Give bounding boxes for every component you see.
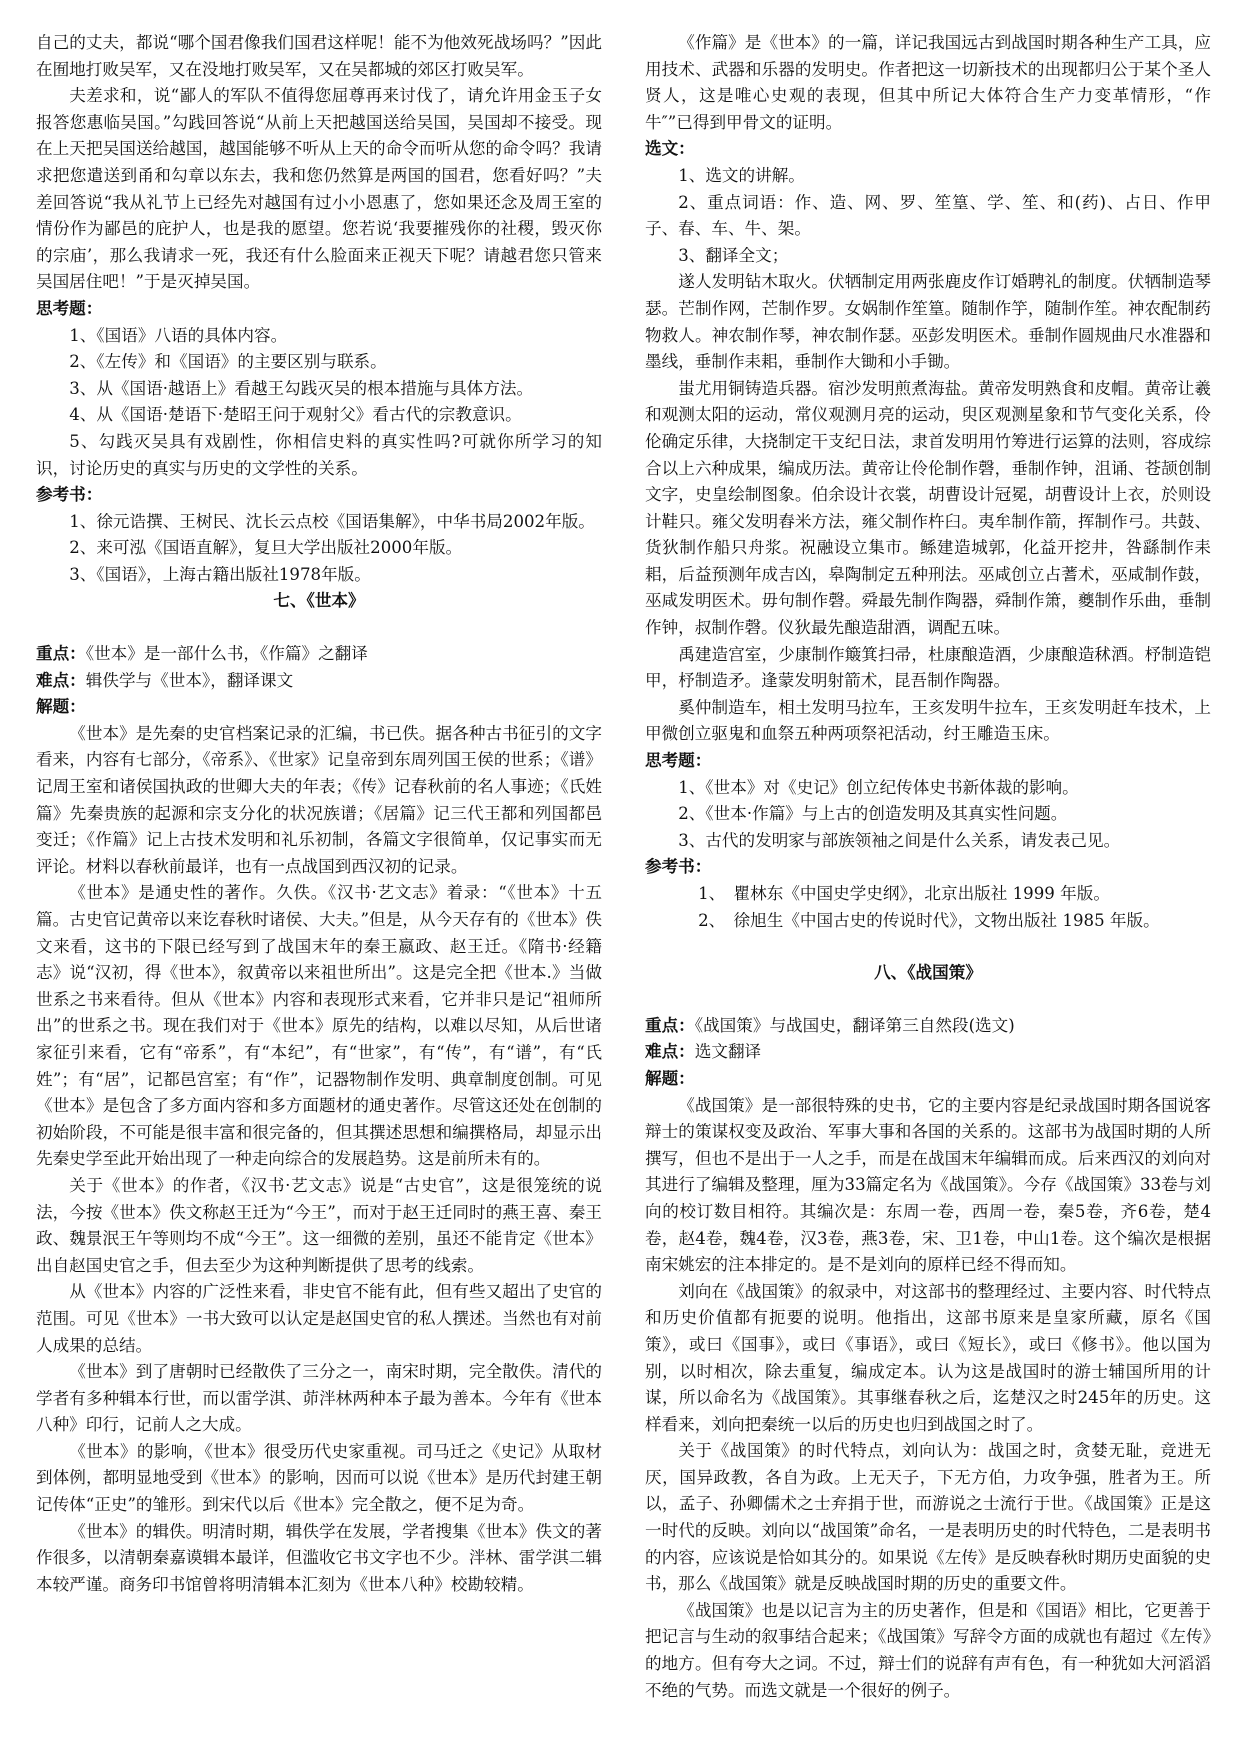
paragraph: 刘向在《战国策》的叙录中，对这部书的整理经过、主要内容、时代特点和历史价值都有扼要的说明。他指出，这部书原来是皇家所藏，原名《国策》，或曰《国事》，或曰《事语》，或曰《短长》，或曰《修书》。他以国为别，以时相次，除去重复，编成定本。认为这是战国时的游士辅国所用的计谋，所以命名为《战国策》。其事继春秋之后，迄楚汉之时245年的历史。这样看来，刘向把秦统一以后的历史也归到战国之时了。 (645, 1281, 1211, 1434)
key-point (36, 641, 602, 668)
paragraph: 《世本》的影响，《世本》很受历代史家重视。司马迁之《史记》从取材到体例，都明显地受到《世本》的影响，因而可以说《世本》是历代封建王朝记传体“正史”的雏形。到宋代以后《世本》完全散之，便不足为奇。 (36, 1441, 602, 1515)
paragraph: 《世本》的辑佚。明清时期，辑佚学在发展，学者搜集《世本》佚文的著作很多，以清朝秦嘉谟辑本最详，但滥收它书文字也不少。泮林、雷学淇二辑本较严谨。商务印书馆曾将明清辑本汇刻为《世本八种》校勘较精。 (36, 1521, 602, 1594)
diff-text: 辑佚学与《世本》，翻译课文 (85, 670, 294, 690)
think-label: 思考题： (645, 751, 712, 771)
paragraph: 自己的丈夫，都说“哪个国君像我们国君这样呢！能不为他效死战场吗？”因此在囿地打败吴军，又在没地打败吴军，又在吴都城的郊区打败吴军。 (36, 33, 602, 79)
list-item: 3、翻译全文； (678, 245, 789, 265)
explain-label: 解题： (645, 1068, 695, 1088)
paragraph: 《作篇》是《世本》的一篇，详记我国远古到战国时期各种生产工具，应用技术、武器和乐器的发明史。作者把这一切新技术的出现都归公于某个圣人贤人，这是唯心史观的表现，但其中所记大体符合生产力变革情形，“作牛″”已得到甲骨文的证明。 (645, 33, 1211, 132)
difficulty (645, 1039, 1211, 1066)
paragraph: 《世本》是先秦的史官档案记录的汇编，书已佚。据各种古书征引的文字看来，内容有七部分，《帝系》、《世家》记皇帝到东周列国王侯的世系；《谱》记周王室和诸侯国执政的世卿大夫的年表；《传》记春秋前的名人事迹；《氏姓篇》先秦贵族的起源和宗支分化的状况族谱；《居篇》记三代王都和列国都邑变迁；《作篇》记上古技术发明和礼乐初制，各篇文字很简单，仅记事实而无评论。材料以春秋前最详，也有一点战国到西汉初的记录。 (36, 723, 602, 876)
paragraph: 《世本》是通史性的著作。久佚。《汉书·艺文志》着录：“《世本》十五篇。古史官记黄帝以来讫春秋时诸侯、大夫。”但是，从今天存有的《世本》佚文来看，这书的下限已经写到了战国末年的秦王嬴政、赵王迁。《隋书·经籍志》说“汉初，得《世本》，叙黄帝以来祖世所出”。这是完全把《世本.》当做世系之书来看待。但从《世本》内容和表现形式来看，它并非只是记“祖师所出”的世系之书。现在我们对于《世本》原先的结构，以难以尽知，从后世诸家征引来看，它有“帝系”，有“本纪”，有“世家”，有“传”，有“谱”，有“氏姓”；有“居”，记都邑宫室；有“作”，记器物制作发明、典章制度创制。可见《世本》是包含了多方面内容和多方面题材的通史著作。尽管这还处在创制的初始阶段，不可能是很丰富和很完备的，但其撰述思想和编撰格局，却显示出先秦史学至此开始出现了一种走向综合的发展趋势。这是前所未有的。 (36, 883, 602, 1169)
diff-text: 选文翻译 (694, 1042, 762, 1062)
list-item: 2、《世本·作篇》与上古的创造发明及其真实性问题。 (678, 804, 1068, 824)
paragraph: 《战国策》是一部很特殊的史书，它的主要内容是纪录战国时期各国说客辩士的策谋权变及政治、军事大事和各国的关系的。这部书为战国时期的人所撰写，但也不是出于一人之手，而是在战国末年编辑而成。后来西汉的刘向对其进行了编辑及整理，厘为33篇定名为《战国策》。今存《战国策》33卷与刘向的校订数目相符。其编次是：东周一卷，西周一卷，秦5卷，齐6卷，楚4卷，赵4卷，魏4卷，汉3卷，燕3卷，宋、卫1卷，中山1卷。这个编次是根据南宋姚宏的注本排定的。是不是刘向的原样已经不得而知。 (645, 1095, 1211, 1275)
key-label: 重点： (36, 644, 86, 664)
list-item: 5、勾践灭吴具有戏剧性，你相信史料的真实性吗?可就你所学习的知识，讨论历史的真实与历史的文学性的关系。 (36, 431, 602, 478)
section-title: 八、《战国策》 (874, 963, 982, 983)
paragraph: 奚仲制造车，相土发明马拉车，王亥发明牛拉车，王亥发明赶车技术，上甲微创立驱鬼和血祭五种两项祭祀活动，纣王雕造玉床。 (645, 697, 1211, 744)
key-text: 《世本》是一部什么书，《作篇》之翻译 (85, 644, 368, 664)
list-item: 1、选文的讲解。 (678, 165, 805, 185)
diff-label: 难点： (36, 670, 86, 690)
list-item: 3、古代的发明家与部族领袖之间是什么关系，请发表己见。 (678, 830, 1121, 850)
key-point (645, 1013, 1211, 1040)
paragraph: 蚩尤用铜铸造兵器。宿沙发明煎煮海盐。黄帝发明熟食和皮帽。黄帝让羲和观测太阳的运动，常仪观测月亮的运动，臾区观测星象和节气变化关系，伶伦确定乐律，大挠制定干支纪日法，隶首发明用竹筹进行运算的法则，容成综合以上六种成果，编成历法。黄帝让伶伦制作磬，垂制作钟，沮诵、苍颉创制文字，史皇绘制图象。伯余设计衣裳，胡曹设计冠冕，胡曹设计上衣，於则设计鞋只。雍父发明舂米方法，雍父制作杵臼。夷牟制作箭，挥制作弓。共鼓、货狄制作船只舟浆。祝融设立集市。鲧建造城郭，化益开挖井，咎繇制作耒耜，后益预测年成吉凶，皋陶制定五种刑法。巫咸创立占蓍术，巫咸制作鼓，巫咸发明医术。毋句制作磬。舜最先制作陶器，舜制作箫，夔制作乐曲，垂制作钟，叔制作磬。仪狄最先酿造甜酒，调配五味。 (645, 378, 1211, 638)
key-text: 《战国策》与战国史，翻译第三自然段(选文) (694, 1015, 1015, 1035)
paragraph: 夫差求和，说“鄙人的军队不值得您屈尊再来讨伐了，请允许用金玉子女报答您惠临吴国。”勾践回答说“从前上天把越国送给吴国，吴国却不接受。现在上天把吴国送给越国，越国能够不听从上天的命令而听从您的命令吗？我请求把您遣送到甬和勾章以东去，我和您仍然算是两国的国君，您看好吗？”夫差回答说“我从礼节上已经先对越国有过小小恩惠了，您如果还念及周王室的情份作为鄙邑的庇护人，也是我的愿望。您若说‘我要摧残你的社稷，毁灭你的宗庙’，那么我请求一死，我还有什么脸面来正视天下呢？请越君您只管来吴国居住吧！”于是灭掉吴国。 (36, 86, 602, 292)
ref-label: 参考书： (645, 857, 712, 877)
list-item: 3、《国语》，上海古籍出版社1978年版。 (69, 564, 371, 584)
explain-label: 解题： (36, 697, 86, 717)
list-item: 3、从《国语·越语上》看越王勾践灭吴的根本措施与具体方法。 (69, 378, 534, 398)
difficulty (36, 668, 602, 695)
diff-label: 难点： (645, 1042, 695, 1062)
paragraph: 从《世本》内容的广泛性来看，非史官不能有此，但有些又超出了史官的范围。可见《世本》一书大致可以认定是赵国史官的私人撰述。当然也有对前人成果的总结。 (36, 1282, 602, 1355)
list-item: 1、 瞿林东《中国史学史纲》，北京出版社 1999 年版。 (698, 884, 1110, 903)
think-label: 思考题： (36, 298, 103, 318)
ref-label: 参考书： (36, 485, 103, 505)
list-item: 2、来可泓《国语直解》，复旦大学出版社2000年版。 (69, 538, 463, 558)
list-item: 1、《国语》八语的具体内容。 (69, 325, 288, 345)
section-title: 七、《世本》 (273, 591, 365, 611)
list-item: 1、《世本》对《史记》创立纪传体史书新体裁的影响。 (678, 777, 1079, 797)
paragraph: 遂人发明钻木取火。伏牺制定用两张鹿皮作订婚聘礼的制度。伏牺制造琴瑟。芒制作网，芒制作罗。女娲制作笙篁。随制作竽，随制作笙。神农配制药物救人。神农制作琴，神农制作瑟。巫彭发明医术。垂制作圆规曲尺水准器和墨线，垂制作耒耜，垂制作大锄和小手锄。 (645, 272, 1211, 372)
list-item: 4、从《国语·楚语下·楚昭王问于观射父》看古代的宗教意识。 (69, 405, 522, 425)
left-column (36, 30, 602, 1598)
list-item: 2、《左传》和《国语》的主要区别与联系。 (69, 352, 387, 372)
selection-label: 选文： (645, 139, 695, 159)
paragraph: 《世本》到了唐朝时已经散佚了三分之一，南宋时期，完全散佚。清代的学者有多种辑本行世，而以雷学淇、茆泮林两种本子最为善本。今年有《世本八种》印行，记前人之大成。 (36, 1362, 602, 1435)
paragraph: 《战国策》也是以记言为主的历史著作，但是和《国语》相比，它更善于把记言与生动的叙事结合起来；《战国策》写辞令方面的成就也有超过《左传》的地方。但有夸大之词。不过，辩士们的说辞有声有色，有一种犹如大河滔滔不绝的气势。而选文就是一个很好的例子。 (645, 1600, 1211, 1700)
paragraph: 关于《战国策》的时代特点，刘向认为：战国之时，贪婪无耻，竞进无厌，国异政教，各自为政。上无天子，下无方伯，力攻争强，胜者为王。所以，孟子、孙卿儒术之士弃捐于世，而游说之士流行于世。《战国策》正是这一时代的反映。刘向以“战国策”命名，一是表明历史的时代特色，二是表明书的内容，应该说是恰如其分的。如果说《左传》是反映春秋时期历史面貌的史书，那么《战国策》就是反映战国时期的历史的重要文件。 (645, 1441, 1211, 1594)
right-column (645, 30, 1211, 1704)
paragraph: 禹建造宫室，少康制作簸箕扫帚，杜康酿造酒，少康酿造秫酒。杼制造铠甲，杼制造矛。逢蒙发明射箭术，昆吾制作陶器。 (645, 644, 1211, 691)
list-item: 2、 徐旭生《中国古史的传说时代》，文物出版社 1985 年版。 (698, 910, 1160, 930)
list-item: 1、徐元诰撰、王树民、沈长云点校《国语集解》，中华书局2002年版。 (69, 511, 595, 531)
key-label: 重点： (645, 1015, 695, 1035)
list-item: 2、重点词语：作、造、网、罗、笙篁、学、笙、和(药)、占日、作甲子、春、车、牛、架。 (645, 192, 1211, 239)
paragraph: 关于《世本》的作者，《汉书·艺文志》说是“古史官”，这是很笼统的说法，今按《世本》佚文称赵王迁为“今王”，而对于赵王迁同时的燕王喜、秦王政、魏景泯王午等则均不成“今王”。这一细微的差别，虽还不能肯定《世本》出自赵国史官之手，但去至少为这种判断提供了思考的线索。 (36, 1175, 602, 1275)
